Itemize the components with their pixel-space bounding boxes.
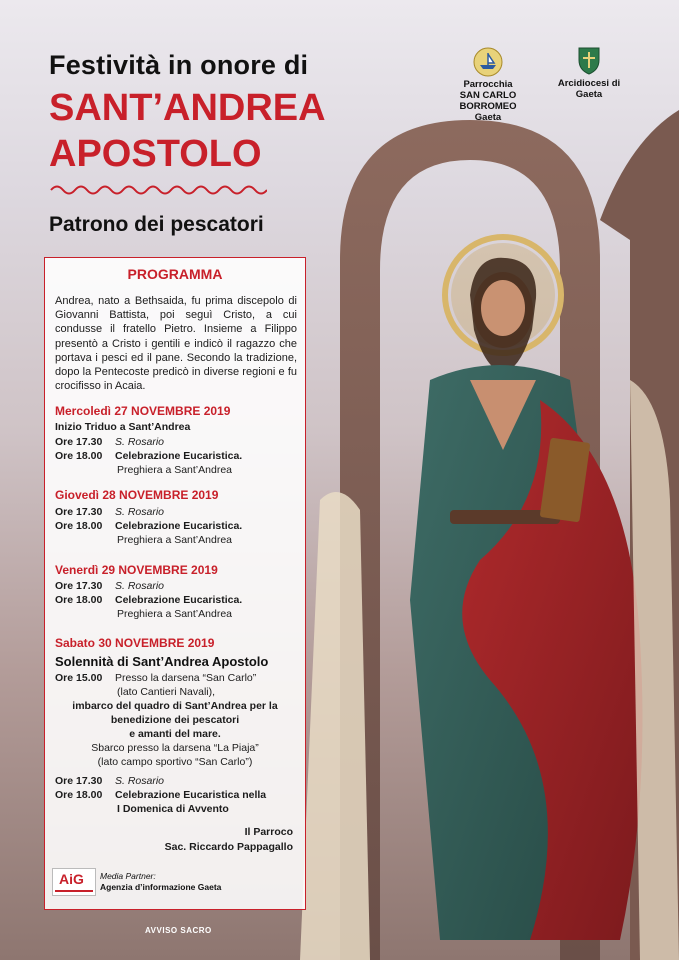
day-4-note: Solennità di Sant’Andrea Apostolo [55, 654, 269, 669]
ship-emblem-icon [473, 47, 503, 77]
time: Ore 17.30 [55, 775, 103, 787]
day-2-item-2 [55, 520, 242, 532]
parrocchia-line3: Gaeta [474, 112, 502, 123]
day-4-center-3: e amanti del mare. [129, 728, 221, 740]
day-4-date: Sabato 30 NOVEMBRE 2019 [55, 636, 215, 650]
partner-label: Media Partner: [100, 871, 156, 881]
day-4-center-2: benedizione dei pescatori [110, 714, 240, 726]
arcidiocesi-logo [553, 44, 625, 100]
text: Presso la darsena “San Carlo” [115, 672, 257, 684]
arcidiocesi-line2: Gaeta [575, 89, 603, 100]
text: Celebrazione Eucaristica. [115, 594, 243, 606]
parrocchia-line1: Parrocchia [463, 79, 513, 90]
day-1-item-2 [55, 450, 242, 462]
day-4-item-1 [55, 672, 256, 684]
ornament-divider-icon [49, 183, 267, 197]
parrocchia-logo [436, 47, 540, 123]
subtitle: Patrono dei pescatori [49, 213, 264, 236]
text: S. Rosario [115, 580, 165, 592]
day-2-item-2-extra: Preghiera a Sant’Andrea [117, 534, 232, 546]
day-4-item-3-extra: I Domenica di Avvento [117, 803, 229, 815]
day-1-note: Inizio Triduo a Sant’Andrea [55, 421, 191, 433]
watermark-text: AVVISO SACRO [145, 926, 212, 935]
text: Celebrazione Eucaristica. [115, 450, 243, 462]
time: Ore 18.00 [55, 520, 103, 532]
program-intro: Andrea, nato a Bethsaida, fu prima discepolo di Giovanni Battista, poi seguì Cristo, a cui condusse il fratello Pietro. Insieme a Filippo presentò a Cristo i gentili e indicò il ragazzo che portava i pesci ed il pane. Secondo la tradizione, dopo la Pentecoste predicò in diverse regioni e fu crocifisso in Acaia. [55, 295, 297, 393]
statue-scene-image [300, 80, 679, 960]
text: Celebrazione Eucaristica nella [115, 789, 267, 801]
day-1-item-2-extra: Preghiera a Sant’Andrea [117, 464, 232, 476]
time: Ore 17.30 [55, 580, 103, 592]
day-3-item-2-extra: Preghiera a Sant’Andrea [117, 608, 232, 620]
text: S. Rosario [115, 436, 165, 448]
day-4-center-1: imbarco del quadro di Sant’Andrea per la [72, 700, 278, 712]
day-4-center-5: (lato campo sportivo “San Carlo”) [97, 756, 253, 768]
day-1-item-1 [55, 436, 164, 448]
parrocchia-line2: SAN CARLO BORROMEO [459, 90, 517, 112]
day-2-date: Giovedì 28 NOVEMBRE 2019 [55, 488, 219, 502]
day-4-item-1-extra: (lato Cantieri Navali), [117, 686, 216, 698]
day-4-center-4: Sbarco presso la darsena “La Piaja” [91, 742, 259, 754]
partner-name: Agenzia d’informazione Gaeta [100, 882, 222, 892]
time: Ore 18.00 [55, 594, 103, 606]
arcidiocesi-line1: Arcidiocesi di [557, 78, 621, 89]
time: Ore 18.00 [55, 789, 103, 801]
partner-text [100, 871, 221, 893]
title-saint-name: SANT’ANDREA [49, 87, 326, 129]
text: S. Rosario [115, 506, 165, 518]
day-4-item-2 [55, 775, 164, 787]
day-4-item-3 [55, 789, 266, 801]
day-3-item-1 [55, 580, 164, 592]
day-3-item-2 [55, 594, 242, 606]
media-partner [52, 868, 298, 896]
day-3-date: Venerdì 29 NOVEMBRE 2019 [55, 563, 218, 577]
day-2-item-1 [55, 506, 164, 518]
time: Ore 17.30 [55, 436, 103, 448]
time: Ore 15.00 [55, 672, 103, 684]
text: S. Rosario [115, 775, 165, 787]
aig-logo-text: AiG [59, 871, 84, 887]
program-box [44, 257, 306, 910]
aig-logo [52, 868, 96, 896]
title-line-1: Festività in onore di [49, 50, 309, 80]
day-1-date: Mercoledì 27 NOVEMBRE 2019 [55, 404, 231, 418]
program-title: PROGRAMMA [127, 266, 223, 282]
time: Ore 18.00 [55, 450, 103, 462]
coat-of-arms-icon [573, 44, 605, 76]
signature-title: Il Parroco [244, 826, 293, 838]
title-apostolo: APOSTOLO [49, 133, 262, 175]
signature-name: Sac. Riccardo Pappagallo [164, 841, 293, 853]
time: Ore 17.30 [55, 506, 103, 518]
text: Celebrazione Eucaristica. [115, 520, 243, 532]
